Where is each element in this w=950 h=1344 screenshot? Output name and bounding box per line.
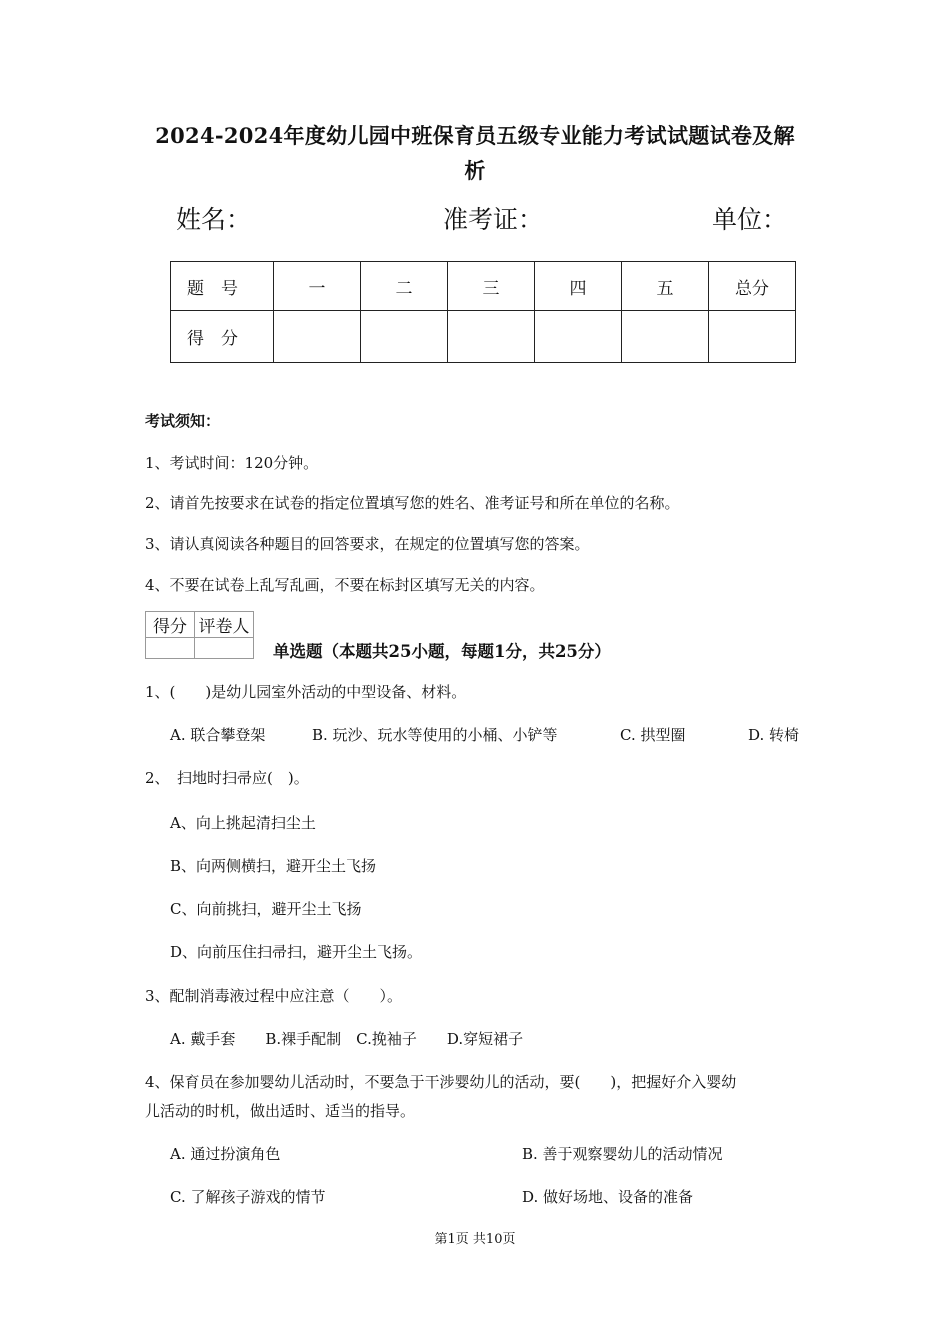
score-cell [709, 311, 796, 363]
question-4-option-b: B. 善于观察婴幼儿的活动情况 [522, 1145, 723, 1163]
column-header: 总分 [709, 262, 796, 311]
notice-item: 3、请认真阅读各种题目的回答要求，在规定的位置填写您的答案。 [145, 535, 590, 553]
grader-score-label: 得分 [146, 612, 195, 638]
title-line-1: 2024-2024年度幼儿园中班保育员五级专业能力考试试题试卷及解 [155, 123, 795, 148]
question-1-option-c: C. 拱型圈 [620, 726, 686, 744]
candidate-info-row [0, 200, 950, 240]
notice-item: 1、考试时间：120分钟。 [145, 454, 319, 472]
document-title [120, 118, 830, 188]
question-4-stem-line-1: 4、保育员在参加婴幼儿活动时，不要急于干涉婴幼儿的活动，要( )，把握好介入婴幼 [145, 1073, 737, 1091]
score-table-header-row [171, 262, 796, 311]
question-2-option-b: B、向两侧横扫，避开尘土飞扬 [170, 857, 377, 875]
column-header: 一 [274, 262, 361, 311]
score-cell [622, 311, 709, 363]
score-cell [448, 311, 535, 363]
notice-item: 2、请首先按要求在试卷的指定位置填写您的姓名、准考证号和所在单位的名称。 [145, 494, 680, 512]
grader-name-cell [195, 638, 254, 659]
title-line-2: 析 [464, 158, 486, 183]
question-1-option-d: D. 转椅 [748, 726, 800, 744]
question-4-option-c: C. 了解孩子游戏的情节 [170, 1188, 326, 1206]
question-1-stem: 1、( )是幼儿园室外活动的中型设备、材料。 [145, 683, 467, 701]
column-header: 四 [535, 262, 622, 311]
score-row-label: 得 分 [171, 311, 274, 363]
grader-name-label: 评卷人 [195, 612, 254, 638]
column-header: 二 [361, 262, 448, 311]
question-2-option-a: A、向上挑起清扫尘土 [170, 814, 316, 832]
grader-box [145, 611, 254, 659]
score-table-score-row [171, 311, 796, 363]
question-2-option-d: D、向前压住扫帚扫，避开尘土飞扬。 [170, 943, 423, 961]
question-1-option-a: A. 联合攀登架 [170, 726, 266, 744]
section-title: 单选题（本题共25小题，每题1分，共25分） [273, 642, 611, 661]
question-2-stem: 2、 扫地时扫帚应( )。 [145, 769, 309, 787]
question-4-option-d: D. 做好场地、设备的准备 [522, 1188, 694, 1206]
question-4-stem-line-2: 儿活动的时机，做出适时、适当的指导。 [145, 1102, 416, 1120]
score-cell [535, 311, 622, 363]
page-footer: 第1页 共10页 [434, 1232, 516, 1247]
score-table [170, 261, 796, 363]
unit-label: 单位： [712, 205, 788, 234]
score-cell [274, 311, 361, 363]
question-4-option-a: A. 通过扮演角色 [170, 1145, 281, 1163]
score-cell [361, 311, 448, 363]
notice-item: 4、不要在试卷上乱写乱画，不要在标封区填写无关的内容。 [145, 576, 545, 594]
notice-title: 考试须知： [145, 412, 221, 430]
question-number-label: 题 号 [171, 262, 274, 311]
question-3-stem: 3、配制消毒液过程中应注意（ ）。 [145, 987, 403, 1005]
exam-id-label: 准考证： [443, 205, 544, 234]
question-2-option-c: C、向前挑扫，避开尘土飞扬 [170, 900, 362, 918]
question-1-option-b: B. 玩沙、玩水等使用的小桶、小铲等 [312, 726, 558, 744]
question-3-options: A. 戴手套 B.裸手配制 C.挽袖子 D.穿短裙子 [170, 1030, 524, 1048]
column-header: 三 [448, 262, 535, 311]
grader-score-cell [146, 638, 195, 659]
name-label: 姓名： [176, 205, 252, 234]
column-header: 五 [622, 262, 709, 311]
